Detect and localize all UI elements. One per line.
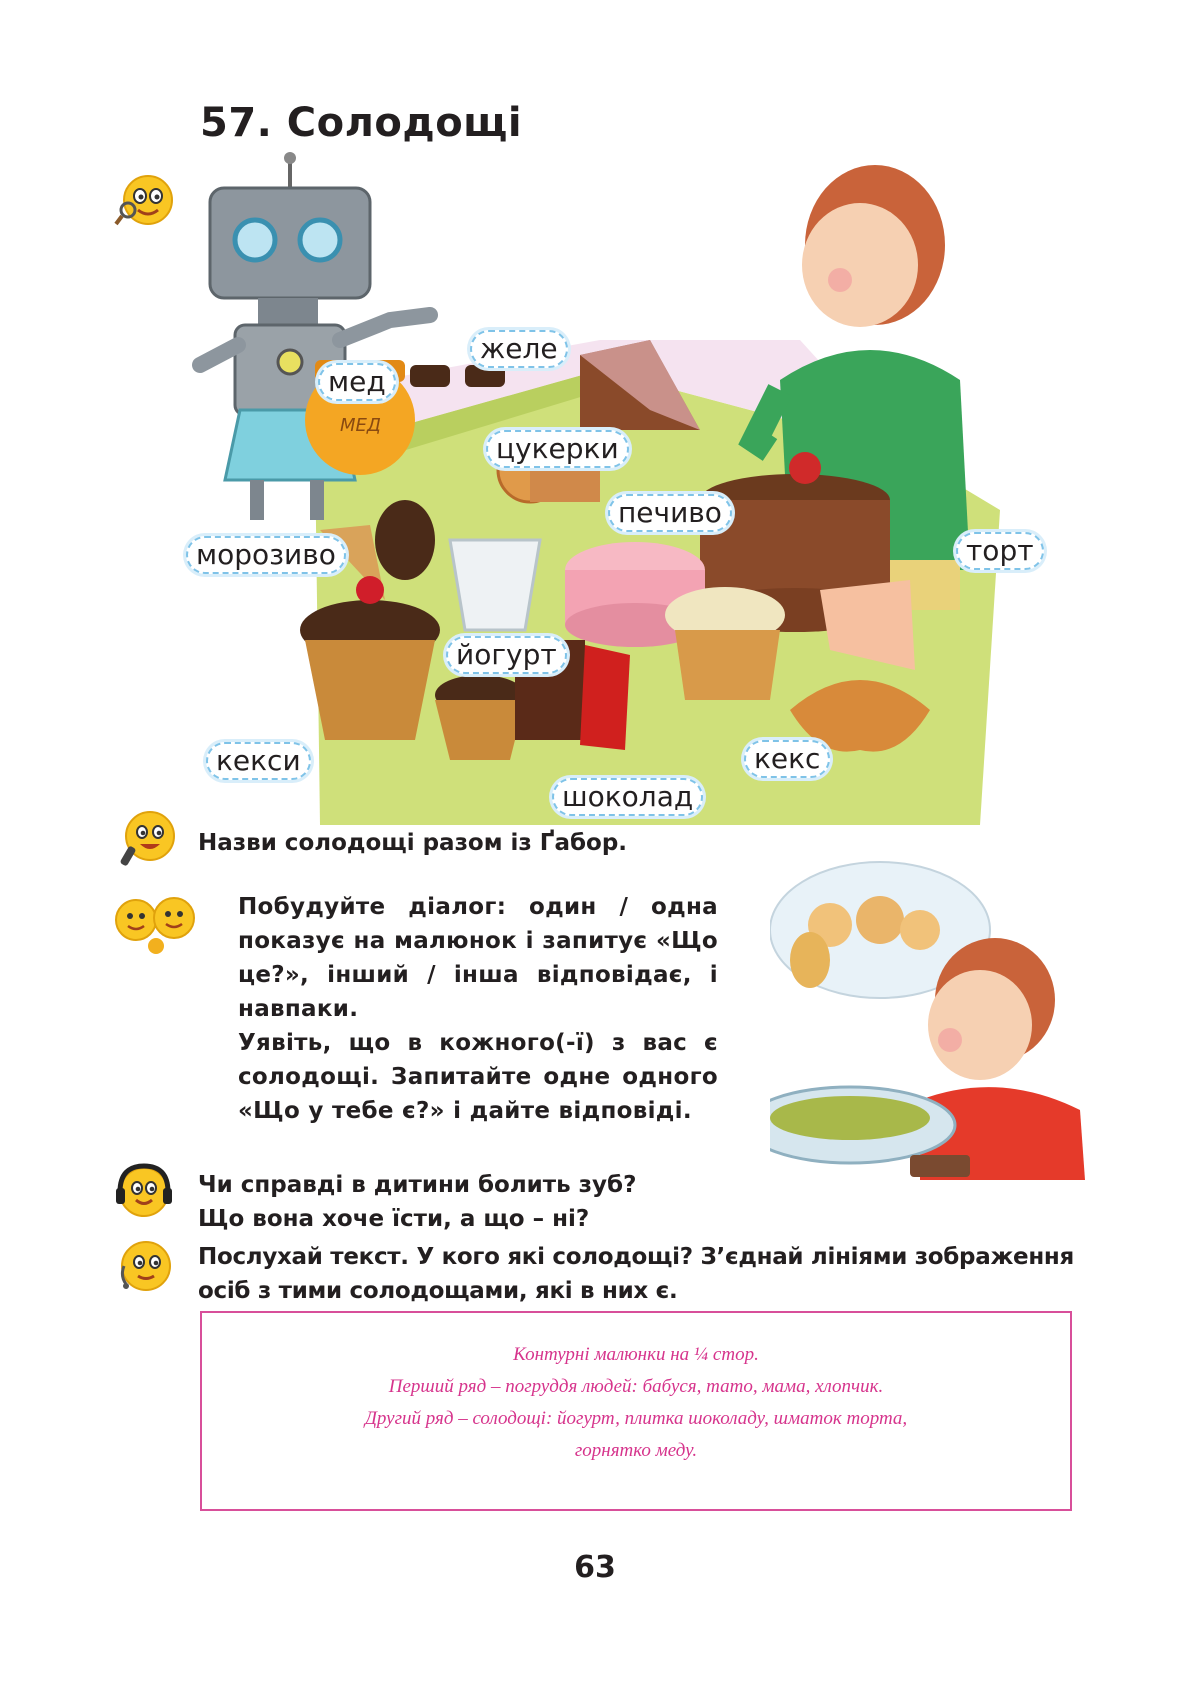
placeholder-line-1: Контурні малюнки на ¼ стор. bbox=[513, 1344, 759, 1365]
word-cupcake: кекс bbox=[744, 740, 830, 778]
page-title: 57. Солодощі bbox=[200, 100, 523, 146]
honey-jar-label: МЕД bbox=[340, 415, 381, 436]
listen-question-2: Що вона хоче їсти, а що – ні? bbox=[198, 1206, 590, 1232]
smiley-listening-icon bbox=[112, 1236, 176, 1300]
smiley-pair-icon bbox=[112, 890, 202, 960]
smiley-headphones-icon bbox=[112, 1160, 176, 1224]
word-yogurt: йогурт bbox=[446, 636, 567, 674]
page-number: 63 bbox=[574, 1550, 616, 1585]
smiley-magnifier-icon bbox=[112, 170, 176, 234]
task-dialog bbox=[238, 890, 718, 1128]
word-cake: торт bbox=[956, 532, 1044, 570]
sweets-illustration bbox=[180, 150, 1060, 830]
task-name-sweets: Назви солодощі разом із Ґабор. bbox=[198, 830, 628, 856]
word-ice-cream: морозиво bbox=[186, 536, 346, 574]
word-chocolate: шоколад bbox=[552, 778, 703, 816]
placeholder-box bbox=[200, 1311, 1072, 1511]
dialog-paragraph-2: Уявіть, що в кожного(-ї) з вас є солодощі. Запитайте одне одного «Що у тебе є?» і дайте відповіді. bbox=[238, 1030, 718, 1124]
boy-dreaming-illustration bbox=[770, 860, 1100, 1180]
listen-question-1: Чи справді в дитини болить зуб? bbox=[198, 1172, 637, 1198]
word-cookies: печиво bbox=[608, 494, 732, 532]
task-listen: Послухай текст. У кого які солодощі? З’єднай лініями зображення осіб з тими солодощами, які в них є. bbox=[198, 1244, 1074, 1304]
placeholder-line-4: горнятко меду. bbox=[574, 1440, 698, 1461]
word-candies: цукерки bbox=[486, 430, 629, 468]
smiley-microphone-icon bbox=[112, 808, 176, 872]
placeholder-line-2: Перший ряд – погруддя людей: бабуся, тато, мама, хлопчик. bbox=[388, 1376, 884, 1397]
dialog-paragraph-1: Побудуйте діалог: один / одна показує на малюнок і запитує «Що це?», інший / інша відповідає, і навпаки. bbox=[238, 894, 718, 1022]
word-honey: мед bbox=[318, 363, 396, 401]
word-cupcakes: кекси bbox=[206, 742, 311, 780]
word-jelly: желе bbox=[470, 330, 568, 368]
placeholder-line-3: Другий ряд – солодощі: йогурт, плитка шоколаду, шматок торта, bbox=[364, 1408, 908, 1429]
